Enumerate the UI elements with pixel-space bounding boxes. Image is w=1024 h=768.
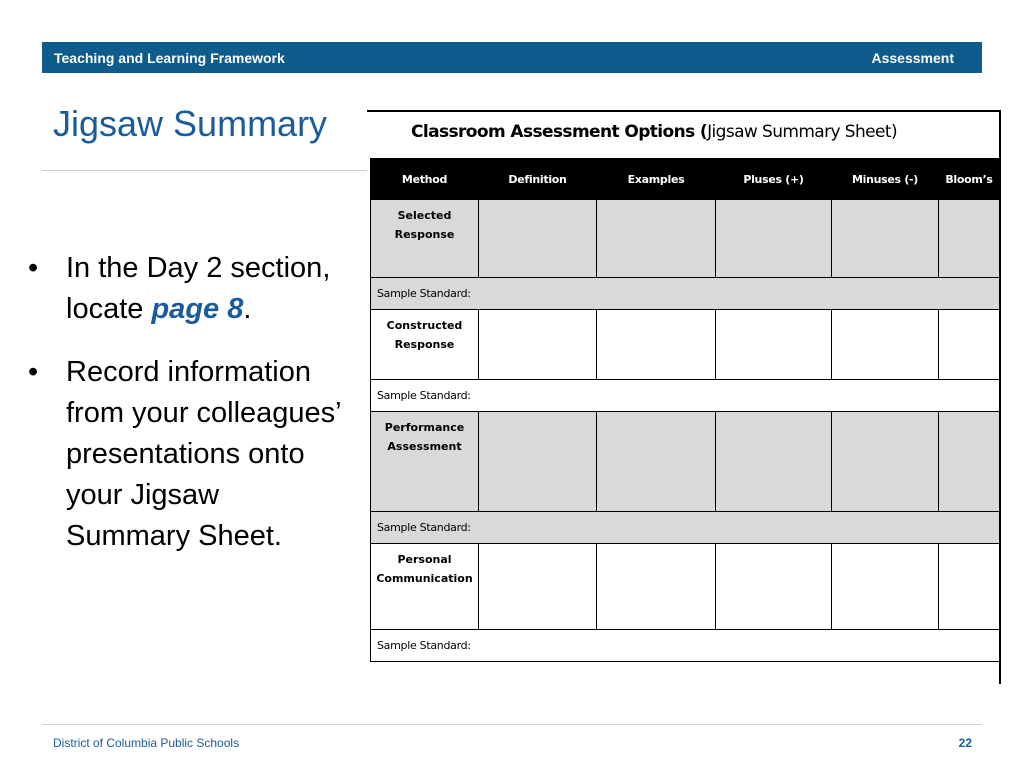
bullet-item xyxy=(28,248,348,330)
method-label: Constructed xyxy=(386,319,463,332)
jigsaw-summary-sheet xyxy=(367,110,1001,684)
bullet-item xyxy=(28,352,348,557)
empty-entry-cell[interactable] xyxy=(939,412,1000,512)
empty-entry-cell[interactable] xyxy=(479,200,597,278)
empty-entry-cell[interactable] xyxy=(597,412,716,512)
column-header: Method xyxy=(371,159,479,200)
sheet-title: Classroom Assessment Options (Jigsaw Summary Sheet) xyxy=(411,122,897,142)
sample-standard-row xyxy=(371,630,1000,662)
empty-entry-cell[interactable] xyxy=(832,310,939,380)
method-cell xyxy=(371,412,479,512)
method-row xyxy=(371,412,1000,512)
empty-entry-cell[interactable] xyxy=(597,200,716,278)
empty-entry-cell[interactable] xyxy=(939,200,1000,278)
method-label: Personal xyxy=(397,553,452,566)
bullet-marker: • xyxy=(28,252,39,284)
column-header: Definition xyxy=(479,159,597,200)
empty-entry-cell[interactable] xyxy=(716,200,832,278)
method-cell xyxy=(371,310,479,380)
bullet-text: In the Day 2 section, locate xyxy=(66,252,331,325)
sample-standard-row xyxy=(371,380,1000,412)
method-label: Response xyxy=(394,228,455,241)
bullet-text: Record information from your colleagues’ presentations onto your Jigsaw Summary Sheet. xyxy=(66,356,341,552)
method-label: Selected xyxy=(397,209,452,222)
empty-entry-cell[interactable] xyxy=(597,310,716,380)
bullet-list xyxy=(28,248,348,557)
method-row xyxy=(371,310,1000,380)
header-section-title: Assessment xyxy=(871,50,954,66)
assessment-options-table xyxy=(370,158,1000,662)
bullet-punctuation: . xyxy=(243,293,252,325)
empty-entry-cell[interactable] xyxy=(479,544,597,630)
sample-standard-row xyxy=(371,278,1000,310)
empty-entry-cell[interactable] xyxy=(832,200,939,278)
method-label: Assessment xyxy=(387,440,462,453)
method-label: Performance xyxy=(384,421,465,434)
empty-entry-cell[interactable] xyxy=(597,544,716,630)
header-bar xyxy=(42,42,982,73)
column-header: Pluses (+) xyxy=(716,159,832,200)
method-row xyxy=(371,200,1000,278)
sample-standard-label: Sample Standard: xyxy=(371,512,1000,544)
empty-entry-cell[interactable] xyxy=(832,544,939,630)
empty-entry-cell[interactable] xyxy=(716,310,832,380)
method-row xyxy=(371,544,1000,630)
empty-entry-cell[interactable] xyxy=(832,412,939,512)
header-framework-title: Teaching and Learning Framework xyxy=(54,50,285,66)
method-label: Response xyxy=(394,338,455,351)
column-header: Examples xyxy=(597,159,716,200)
empty-entry-cell[interactable] xyxy=(479,412,597,512)
empty-entry-cell[interactable] xyxy=(716,412,832,512)
sample-standard-label: Sample Standard: xyxy=(371,380,1000,412)
empty-entry-cell[interactable] xyxy=(939,310,1000,380)
title-divider xyxy=(42,170,367,171)
footer-organization: District of Columbia Public Schools xyxy=(53,736,240,750)
empty-entry-cell[interactable] xyxy=(939,544,1000,630)
method-cell xyxy=(371,544,479,630)
method-cell xyxy=(371,200,479,278)
sample-standard-label: Sample Standard: xyxy=(371,278,1000,310)
slide-title: Jigsaw Summary xyxy=(53,103,328,144)
sample-standard-label: Sample Standard: xyxy=(371,630,1000,662)
footer-page-number: 22 xyxy=(958,736,972,750)
column-header: Minuses (-) xyxy=(832,159,939,200)
footer-divider xyxy=(42,724,982,725)
bullet-marker: • xyxy=(28,356,39,388)
method-label: Communication xyxy=(376,572,473,585)
empty-entry-cell[interactable] xyxy=(479,310,597,380)
table-header-row xyxy=(371,159,1000,200)
sample-standard-row xyxy=(371,512,1000,544)
page-reference: page 8 xyxy=(151,293,244,325)
column-header: Bloom’s xyxy=(939,159,1000,200)
empty-entry-cell[interactable] xyxy=(716,544,832,630)
